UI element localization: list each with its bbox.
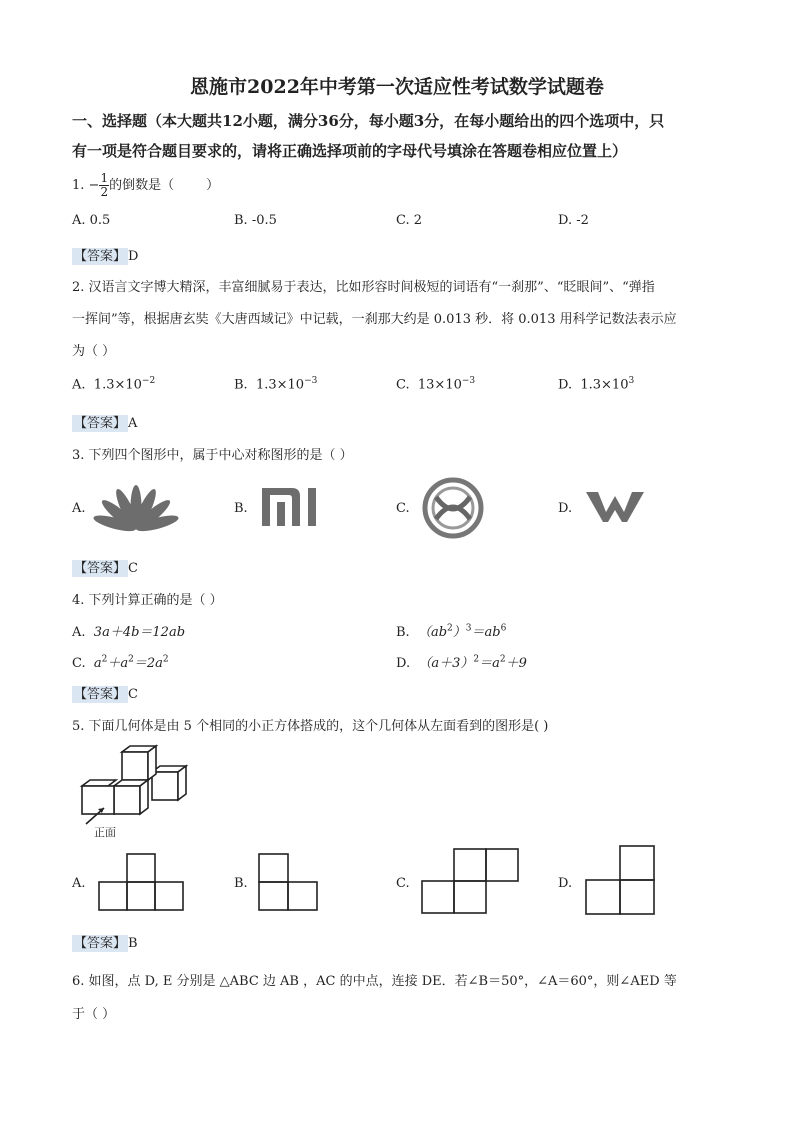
q4-option-c bbox=[72, 652, 169, 671]
q1-text: 的倒数是（ bbox=[109, 178, 175, 193]
ring-emblem-logo-icon bbox=[422, 477, 484, 539]
q2-option-a bbox=[72, 376, 155, 392]
front-view-label: 正面 bbox=[94, 826, 116, 839]
q4-option-b-sup1: 2 bbox=[447, 623, 453, 634]
q4-option-b-part3: ＝ab bbox=[471, 625, 501, 640]
q2-line3: 为（ ） bbox=[72, 344, 116, 359]
cube-solid-figure bbox=[78, 746, 188, 828]
q2-answer-value: A bbox=[128, 416, 138, 431]
w-shape-logo-icon bbox=[586, 490, 644, 524]
q3-text: 3. 下列四个图形中，属于中心对称图形的是（ ） bbox=[72, 448, 353, 463]
q5-option-d-label: D. bbox=[558, 876, 573, 891]
answer-tag: 【答案】 bbox=[74, 687, 127, 702]
q4-option-d-sup1: 2 bbox=[473, 654, 480, 665]
q2-option-b-label: B. bbox=[234, 377, 248, 393]
q1-answer bbox=[72, 245, 138, 264]
q4-option-c-sup3: 2 bbox=[162, 654, 169, 665]
q1-fraction-numerator: 1 bbox=[100, 171, 109, 185]
huawei-flower-logo-icon bbox=[96, 483, 176, 531]
q2-line2: 一挥间”等，根据唐玄奘《大唐西域记》中记载，一刹那大约是 0.013 秒．将 0.013 用科学记数法表示应 bbox=[72, 312, 677, 327]
q2-option-b bbox=[234, 376, 317, 392]
q2-option-a-base: 1.3×10 bbox=[93, 377, 142, 393]
q4-option-b-label: B. bbox=[396, 625, 410, 640]
answer-tag: 【答案】 bbox=[74, 936, 127, 951]
q4-option-b-sup2: 3 bbox=[465, 623, 472, 634]
answer-tag: 【答案】 bbox=[74, 249, 127, 264]
mi-logo-icon bbox=[262, 488, 322, 526]
q5-option-c-figure bbox=[421, 848, 519, 914]
answer-tag: 【答案】 bbox=[74, 416, 127, 431]
q4-text: 4. 下列计算正确的是（ ） bbox=[72, 593, 223, 608]
q2-option-d-base: 1.3×10 bbox=[580, 377, 629, 393]
q2-option-c-exp: −3 bbox=[461, 376, 476, 386]
q2-line1: 2. 汉语言文字博大精深，丰富细腻易于表达，比如形容时间极短的词语有“一刹那”、“眨眼间”、“弹指 bbox=[72, 280, 655, 295]
q4-option-d-part3: ＋9 bbox=[505, 656, 527, 671]
q5-option-c-label: C. bbox=[396, 876, 410, 891]
q5-answer-value: B bbox=[128, 936, 138, 951]
q4-option-b-part1: （ab bbox=[417, 625, 448, 640]
q1-option-d: D. -2 bbox=[558, 213, 589, 228]
q2-option-b-base: 1.3×10 bbox=[255, 377, 305, 393]
q4-option-d-label: D. bbox=[396, 656, 411, 671]
q4-option-c-part3: ＝2a bbox=[133, 656, 163, 671]
q2-option-a-exp: −2 bbox=[141, 376, 156, 386]
q4-option-b-part2: ） bbox=[452, 625, 466, 640]
q2-option-d bbox=[558, 376, 634, 392]
q1-answer-value: D bbox=[128, 249, 139, 264]
q2-option-c bbox=[396, 376, 475, 392]
q5-option-a-label: A. bbox=[72, 876, 86, 891]
q5-option-d-figure bbox=[585, 845, 655, 915]
q1-sign: − bbox=[88, 178, 100, 193]
q2-option-b-exp: −3 bbox=[304, 376, 318, 386]
q2-option-c-base: 13×10 bbox=[417, 377, 462, 393]
q4-option-b bbox=[396, 621, 506, 640]
answer-tag: 【答案】 bbox=[74, 561, 127, 576]
question-1 bbox=[72, 172, 219, 199]
q3-option-d-label: D. bbox=[558, 501, 573, 516]
q3-answer bbox=[72, 557, 138, 576]
q3-option-a-label: A. bbox=[72, 501, 86, 516]
section-heading-line1: 一、选择题（本大题共12小题，满分36分，每小题3分，在每小题给出的四个选项中，只 bbox=[72, 112, 665, 130]
q4-option-a bbox=[72, 621, 185, 640]
q4-option-c-sup1: 2 bbox=[101, 654, 108, 665]
q4-option-b-sup3: 6 bbox=[500, 623, 507, 634]
q3-answer-value: C bbox=[128, 561, 138, 576]
q4-option-a-label: A. bbox=[72, 625, 86, 640]
q3-option-c-label: C. bbox=[396, 501, 410, 516]
q4-option-c-sup2: 2 bbox=[128, 654, 134, 665]
q1-fraction bbox=[99, 172, 109, 199]
q2-option-d-exp: 3 bbox=[628, 376, 635, 386]
q4-answer bbox=[72, 683, 138, 702]
q4-option-d bbox=[396, 652, 527, 671]
section-heading-line2: 有一项是符合题目要求的，请将正确选择项前的字母代号填涂在答题卷相应位置上） bbox=[72, 142, 628, 160]
q4-option-d-sup2: 2 bbox=[499, 654, 506, 665]
q2-option-c-label: C. bbox=[396, 377, 410, 393]
q5-option-b-label: B. bbox=[234, 876, 248, 891]
q6-line1: 6. 如图，点 D, E 分别是 △ABC 边 AB ，AC 的中点，连接 DE．若∠B＝50°，∠A＝60°，则∠AED 等 bbox=[72, 974, 677, 989]
q1-number: 1. bbox=[72, 178, 85, 193]
q4-answer-value: C bbox=[128, 687, 138, 702]
page-title: 恩施市2022年中考第一次适应性考试数学试题卷 bbox=[190, 76, 604, 98]
q1-close-paren: ） bbox=[206, 178, 220, 193]
q4-option-c-part1: a bbox=[93, 656, 102, 671]
q1-fraction-denominator: 2 bbox=[100, 185, 109, 199]
q1-option-c: C. 2 bbox=[396, 213, 423, 228]
q5-text: 5. 下面几何体是由 5 个相同的小正方体搭成的，这个几何体从左面看到的图形是( ) bbox=[72, 719, 549, 734]
q3-option-b-label: B. bbox=[234, 501, 248, 516]
q1-option-b: B. -0.5 bbox=[234, 213, 277, 228]
q6-line2: 于（ ） bbox=[72, 1007, 116, 1022]
q1-option-a: A. 0.5 bbox=[72, 213, 111, 228]
q5-answer bbox=[72, 932, 138, 951]
q2-answer bbox=[72, 412, 137, 431]
q4-option-d-part2: ＝a bbox=[479, 656, 500, 671]
q5-option-b-figure bbox=[258, 853, 318, 911]
q4-option-d-part1: （a＋3） bbox=[418, 656, 474, 671]
q2-option-d-label: D. bbox=[558, 377, 573, 393]
q4-option-a-expr: 3a＋4b＝12ab bbox=[93, 625, 186, 640]
q4-option-c-part2: ＋a bbox=[107, 656, 129, 671]
q2-option-a-label: A. bbox=[72, 377, 86, 393]
q4-option-c-label: C. bbox=[72, 656, 86, 671]
q5-option-a-figure bbox=[98, 853, 184, 911]
